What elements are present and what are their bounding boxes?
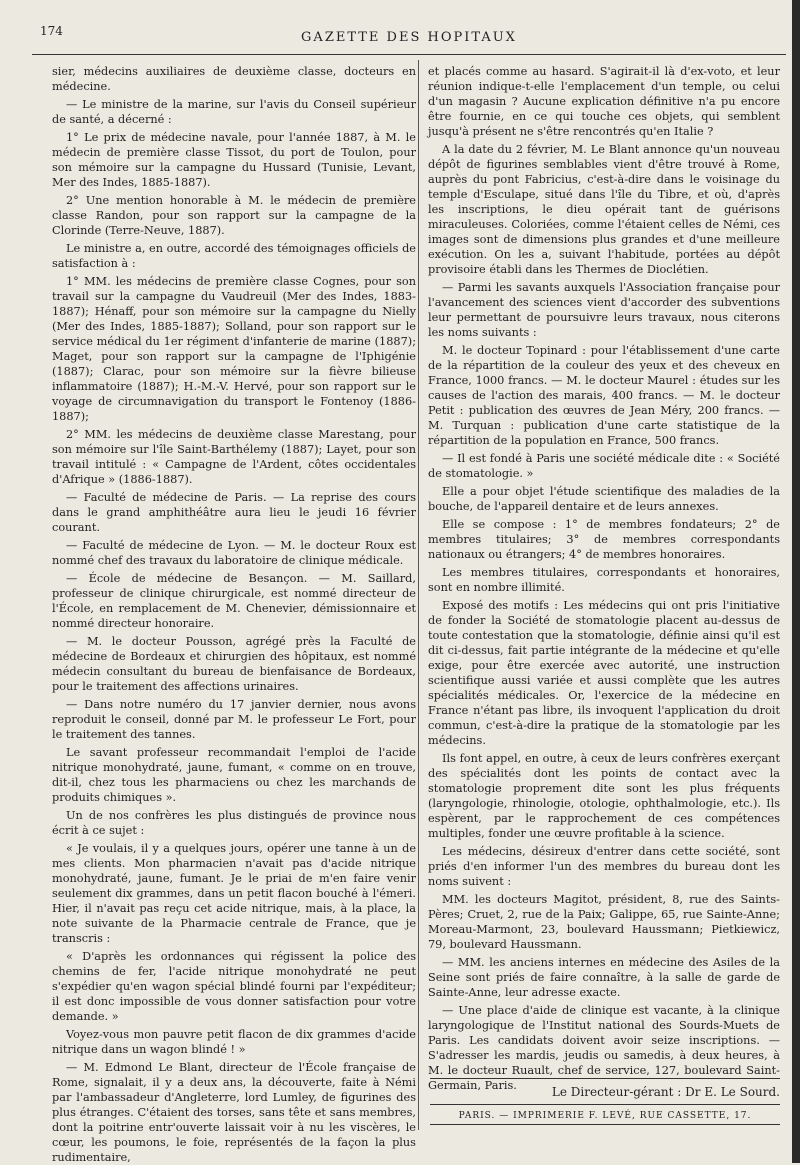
paragraph: Ils font appel, en outre, à ceux de leurs confrères exerçant des spécialités dont les points de contact avec la stomatologie proprement dite sont les plus fréquents (laryngologie, rhinologie, otologie, ophthalmologie, etc.). Ils espèrent, par le rapprochement de ces compétences multiples, fonder une œuvre profitable à la science. <box>428 752 780 840</box>
footer-rule-middle <box>430 1104 780 1105</box>
paragraph: et placés comme au hasard. S'agirait-il là d'ex-voto, et leur réunion indique-t-elle l'emplacement d'un temple, ou celui d'un magasin ? Aucune explication définitive n'a pu encore être fournie, en ce qui touche ces objets, qui semblent jusqu'à présent ne s'être rencontrés qu'en Italie ? <box>428 65 780 138</box>
paragraph: Elle se compose : 1° de membres fondateurs; 2° de membres titulaires; 3° de membres correspondants nationaux ou étrangers; 4° de membres honoraires. <box>428 518 780 561</box>
page-edge <box>792 0 800 1163</box>
paragraph: sier, médecins auxiliaires de deuxième classe, docteurs en médecine. <box>52 65 416 93</box>
footer-rule-bottom <box>430 1124 780 1125</box>
paragraph: — Il est fondé à Paris une société médicale dite : « Société de stomatologie. » <box>428 452 780 480</box>
paragraph: « Je voulais, il y a quelques jours, opérer une tanne à un de mes clients. Mon pharmacien n'avait pas d'acide nitrique monohydraté, jaune, fumant. Je le priai de m'en faire venir seulement dix grammes, dans un petit flacon bouché à l'émeri. Hier, il n'avait pas reçu cet acide nitrique, mais, à la place, la note suivante de la Pharmacie centrale de France, que je transcris : <box>52 842 416 945</box>
paragraph: Le ministre a, en outre, accordé des témoignages officiels de satisfaction à : <box>52 242 416 270</box>
paragraph: — M. le docteur Pousson, agrégé près la Faculté de médecine de Bordeaux et chirurgien des hôpitaux, est nommé médecin consultant du bureau de bienfaisance de Bordeaux, pour le traitement des affections urinaires. <box>52 635 416 693</box>
paragraph: « D'après les ordonnances qui régissent la police des chemins de fer, l'acide nitrique monohydraté ne peut s'expédier qu'en wagon spécial blindé fourni par l'expéditeur; il est donc impossible de vous donner satisfaction pour votre demande. » <box>52 950 416 1023</box>
signature: Le Directeur-gérant : Dr E. Le Sourd. <box>551 1085 780 1099</box>
paragraph: Exposé des motifs : Les médecins qui ont pris l'initiative de fonder la Société de stomatologie placent au-dessus de toute contestation que la stomatologie, définie ainsi qu'il est dit ci-dessus, fait partie intégrante de la médecine et qu'elle exige, pour être exercée avec autorité, une instruction scientifique aussi variée et aussi complète que les autres spécialités médicales. Or, l'exercice de la médecine en France n'étant pas libre, ils invoquent l'application du droit commun, c'est-à-dire la pratique de la stomatologie par les médecins. <box>428 599 780 747</box>
paragraph: 1° MM. les médecins de première classe Cognes, pour son travail sur la campagne du Vaudreuil (Mer des Indes, 1883-1887); Hénaff, pour son mémoire sur la campagne du Nielly (Mer des Indes, 1885-1887); Solland, pour son rapport sur le service médical du 1er régiment d'infanterie de marine (1887); Maget, pour son rapport sur la campagne de l'Iphigénie (1887); Clarac, pour son mémoire sur la fièvre bilieuse inflammatoire (1887); H.-M.-V. Hervé, pour son rapport sur le voyage de circumnavigation du transport le Fontenoy (1886-1887); <box>52 275 416 423</box>
paragraph: — M. Edmond Le Blant, directeur de l'École française de Rome, signalait, il y a deux ans, la découverte, faite à Némi par l'ambassadeur d'Angleterre, lord Lumley, de figurines des plus étranges. C'étaient des torses, sans tête et sans membres, dont la poitrine entr'ouverte laissait voir à nu les viscères, le cœur, les poumons, le foie, représentés de la façon la plus rudimentaire, <box>52 1061 416 1164</box>
paragraph: — Dans notre numéro du 17 janvier dernier, nous avons reproduit le conseil, donné par M. le professeur Le Fort, pour le traitement des tannes. <box>52 698 416 741</box>
paragraph: — Une place d'aide de clinique est vacante, à la clinique laryngologique de l'Institut national des Sourds-Muets de Paris. Les candidats doivent avoir seize inscriptions. — S'adresser les mardis, jeudis ou samedis, à deux heures, à M. le docteur Ruault, chef de service, 127, boulevard Saint-Germain, Paris. <box>428 1004 780 1092</box>
paragraph: Elle a pour objet l'étude scientifique des maladies de la bouche, de l'appareil dentaire et de leurs annexes. <box>428 485 780 513</box>
paragraph: Voyez-vous mon pauvre petit flacon de dix grammes d'acide nitrique dans un wagon blindé ! » <box>52 1028 416 1056</box>
paragraph: Les membres titulaires, correspondants et honoraires, sont en nombre illimité. <box>428 566 780 594</box>
paragraph: Un de nos confrères les plus distingués de province nous écrit à ce sujet : <box>52 809 416 837</box>
journal-title: GAZETTE DES HOPITAUX <box>301 30 517 45</box>
left-column <box>52 64 416 1164</box>
paragraph: Les médecins, désireux d'entrer dans cette société, sont priés d'en informer l'un des membres du bureau dont les noms suivent : <box>428 845 780 888</box>
paragraph: Le savant professeur recommandait l'emploi de l'acide nitrique monohydraté, jaune, fumant, « comme on en trouve, dit-il, chez tous les pharmaciens ou chez les marchands de produits chimiques ». <box>52 746 416 804</box>
column-divider <box>418 60 419 1130</box>
paragraph: 2° MM. les médecins de deuxième classe Marestang, pour son mémoire sur l'île Saint-Barthélemy (1887); Layet, pour son travail intitulé : « Campagne de l'Ardent, côtes occidentales d'Afrique » (1886-1887). <box>52 428 416 486</box>
paragraph: — École de médecine de Besançon. — M. Saillard, professeur de clinique chirurgicale, est nommé directeur de l'École, en remplacement de M. Chenevier, démissionnaire et nommé directeur honoraire. <box>52 572 416 630</box>
paragraph: — MM. les anciens internes en médecine des Asiles de la Seine sont priés de faire connaître, à la salle de garde de Sainte-Anne, leur adresse exacte. <box>428 956 780 999</box>
header-rule <box>32 54 786 55</box>
page-number: 174 <box>40 24 63 38</box>
paragraph: — Faculté de médecine de Lyon. — M. le docteur Roux est nommé chef des travaux du laboratoire de clinique médicale. <box>52 539 416 567</box>
paragraph: 2° Une mention honorable à M. le médecin de première classe Randon, pour son rapport sur la campagne de la Clorinde (Terre-Neuve, 1887). <box>52 194 416 237</box>
paragraph: MM. les docteurs Magitot, président, 8, rue des Saints-Pères; Cruet, 2, rue de la Paix; Galippe, 65, rue Sainte-Anne; Moreau-Marmont, 23, boulevard Haussmann; Pietkiewicz, 79, boulevard Haussmann. <box>428 893 780 951</box>
paragraph: — Le ministre de la marine, sur l'avis du Conseil supérieur de santé, a décerné : <box>52 98 416 126</box>
printer-imprint: PARIS. — IMPRIMERIE F. LEVÉ, RUE CASSETTE, 17. <box>458 1111 752 1121</box>
paragraph: — Parmi les savants auxquels l'Association française pour l'avancement des sciences vient d'accorder des subventions leur permettant de poursuivre leurs travaux, nous citerons les noms suivants : <box>428 281 780 339</box>
paragraph: M. le docteur Topinard : pour l'établissement d'une carte de la répartition de la couleur des yeux et des cheveux en France, 1000 francs. — M. le docteur Maurel : études sur les causes de l'action des marais, 400 francs. — M. le docteur Petit : publication des œuvres de Jean Méry, 200 francs. — M. Turquan : publication d'une carte statistique de la répartition de la population en France, 500 francs. <box>428 344 780 447</box>
footer-rule-top <box>430 1078 780 1079</box>
page-header <box>32 18 786 54</box>
paragraph: 1° Le prix de médecine navale, pour l'année 1887, à M. le médecin de première classe Tissot, du port de Toulon, pour son mémoire sur la campagne du Hussard (Tunisie, Levant, Mer des Indes, 1885-1887). <box>52 131 416 189</box>
paragraph: A la date du 2 février, M. Le Blant annonce qu'un nouveau dépôt de figurines semblables vient d'être trouvé à Rome, auprès du pont Fabricius, c'est-à-dire dans le voisinage du temple d'Esculape, situé dans l'île du Tibre, et où, d'après les inscriptions, le dieu opérait tant de guérisons miraculeuses. Coloriées, comme l'étaient celles de Némi, ces images sont de dimensions plus grandes et d'une meilleure exécution. On les a, suivant l'habitude, portées au dépôt provisoire établi dans les Thermes de Dioclétien. <box>428 143 780 276</box>
paragraph: — Faculté de médecine de Paris. — La reprise des cours dans le grand amphithéâtre aura lieu le jeudi 16 février courant. <box>52 491 416 534</box>
